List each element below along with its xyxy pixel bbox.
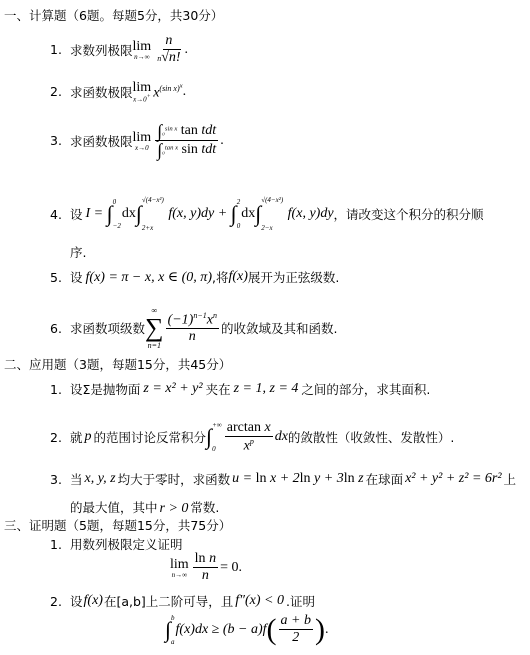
calc-q4-cont: 序. bbox=[70, 245, 87, 260]
math-lim: lim n→∞ bbox=[132, 38, 152, 61]
q-text: 求函数极限 bbox=[70, 133, 133, 149]
math-fraction: $\frac{\text{arctan x}}{x^p}$ bbox=[226, 420, 271, 454]
q-text: 设 bbox=[70, 270, 83, 285]
math-lim: lim x→0 bbox=[132, 129, 152, 152]
q-num: 1. bbox=[50, 536, 62, 552]
q-text: 求函数项级数 bbox=[70, 321, 146, 336]
math-expr: f(x) = π − x, x ∈ (0, π) bbox=[85, 269, 212, 285]
math-lim: lim x→0+ bbox=[132, 80, 152, 104]
math-expr: $x^{(sin x)^x}$ bbox=[153, 82, 183, 101]
calc-q1: 1. 求数列极限 lim n→∞ $\frac{n}{n√n!}$ . bbox=[50, 33, 189, 66]
q-text: 展开为正弦级数. bbox=[247, 270, 340, 285]
q-num: 2. bbox=[50, 593, 62, 609]
math-expr: f(x) bbox=[83, 593, 103, 608]
q-text: 当 bbox=[70, 472, 83, 487]
math-expr: z = 1, z = 4 bbox=[233, 381, 299, 396]
q-num: 4. bbox=[50, 206, 62, 222]
q-num: 3. bbox=[50, 133, 62, 148]
q-num: 6. bbox=[50, 320, 62, 336]
q-text: 用数列极限定义证明 bbox=[70, 537, 183, 552]
app-q1 bbox=[50, 380, 430, 398]
proof-q1 bbox=[50, 535, 183, 553]
section-title-calc: 一、计算题（6题。每题5分，共30分） bbox=[4, 8, 224, 23]
math-expr: r > 0 bbox=[159, 501, 189, 516]
q-num: 3. bbox=[50, 471, 62, 487]
math-expr: z = x² + y² bbox=[143, 381, 203, 396]
q-text: 的敛散性（收敛性、发散性）. bbox=[287, 430, 455, 446]
math-fraction: $\frac{(-1)^{n-1}x^n}{n}$ bbox=[167, 310, 217, 345]
q-text: 上 bbox=[503, 472, 517, 487]
app-q2: 2. 就 p 的范围讨论反常积分 ∫ +∞ 0 $\frac{\text{arctan x}}{x^p}$ dx 的敛散性（收敛性、发散性）. bbox=[50, 420, 455, 454]
q-num: 1. bbox=[50, 381, 62, 397]
q-text: 的最大值，其中 bbox=[70, 500, 158, 515]
q-text: 的范围讨论反常积分 bbox=[93, 430, 207, 446]
calc-q6 bbox=[50, 306, 337, 350]
calc-q4 bbox=[50, 196, 484, 232]
proof-q1-formula: lim n→∞ $\frac{\text{ln n}}{n}$ = 0. bbox=[170, 551, 242, 584]
calc-q3: 3. 求函数极限 lim x→0 $\frac{\int_0^{sin x} \tan tdt}{\int_0^{tan x} \sin tdt}$ . bbox=[50, 121, 224, 160]
q-text: 设 bbox=[70, 207, 83, 222]
math-expr: x, y, z bbox=[84, 471, 116, 486]
q-text: 在[a,b]上二阶可导，且 bbox=[103, 594, 234, 609]
proof-q2-formula: ∫ b a f(x)dx ≥ (b − a)f ( $\frac{a + b}{2}$ ) . bbox=[165, 612, 329, 646]
q-num: 2. bbox=[50, 84, 62, 100]
section-title-app: 二、应用题（3题，每题15分，共45分） bbox=[4, 357, 232, 372]
q-text: ，请改变这个积分的积分顺 bbox=[333, 207, 484, 222]
q-text: 就 bbox=[70, 430, 83, 446]
math-integral-expr: I = ∫ 0 −2 dx∫ √(4−x²) 2+x f(x, y)dy + ∫ 2 0 dx∫ √(4−x²) 2−x f(x, y)dy bbox=[85, 196, 334, 232]
math-fraction: $\frac{\int_0^{sin x} \tan tdt}{\int_0^{tan x} \sin tdt}$ bbox=[157, 121, 217, 160]
q-num: 1. bbox=[50, 42, 62, 58]
app-q3-cont bbox=[70, 498, 219, 517]
q-text: 夹在 bbox=[205, 382, 231, 397]
q-text: 设Σ是抛物面 bbox=[70, 382, 141, 397]
q-text: 求数列极限 bbox=[70, 42, 133, 58]
math-expr: p bbox=[84, 429, 92, 445]
q-num: 2. bbox=[50, 429, 62, 445]
math-expr: f(x) bbox=[228, 269, 248, 284]
math-expr: x² + y² + z² = 6r² bbox=[405, 471, 502, 486]
math-expr: u = ln x + 2ln y + 3ln z bbox=[232, 471, 364, 486]
math-expr: f″(x) < 0 bbox=[235, 593, 284, 608]
calc-q5 bbox=[50, 268, 339, 286]
q-text: ,将 bbox=[211, 270, 229, 285]
q-text: 均大于零时，求函数 bbox=[117, 472, 231, 487]
math-sum: ∞ ∑ n=1 bbox=[145, 306, 164, 350]
proof-q2 bbox=[50, 592, 315, 610]
q-text: 求函数极限 bbox=[70, 84, 133, 100]
q-text: 常数. bbox=[190, 500, 220, 515]
q-text: 在球面 bbox=[365, 472, 404, 487]
calc-q2: 2. 求函数极限 lim x→0+ $x^{(sin x)^x}$ . bbox=[50, 80, 187, 104]
math-fraction: $\frac{n}{n√n!}$ bbox=[157, 33, 181, 66]
q-text: 的收敛域及其和函数. bbox=[220, 321, 338, 336]
section-title-proof: 三、证明题（5题，每题15分，共75分） bbox=[4, 518, 232, 533]
app-q3 bbox=[50, 470, 516, 488]
q-text: 设 bbox=[70, 594, 83, 609]
q-text: .证明 bbox=[286, 594, 315, 609]
q-num: 5. bbox=[50, 269, 62, 285]
q-text: 之间的部分，求其面积. bbox=[301, 382, 431, 397]
